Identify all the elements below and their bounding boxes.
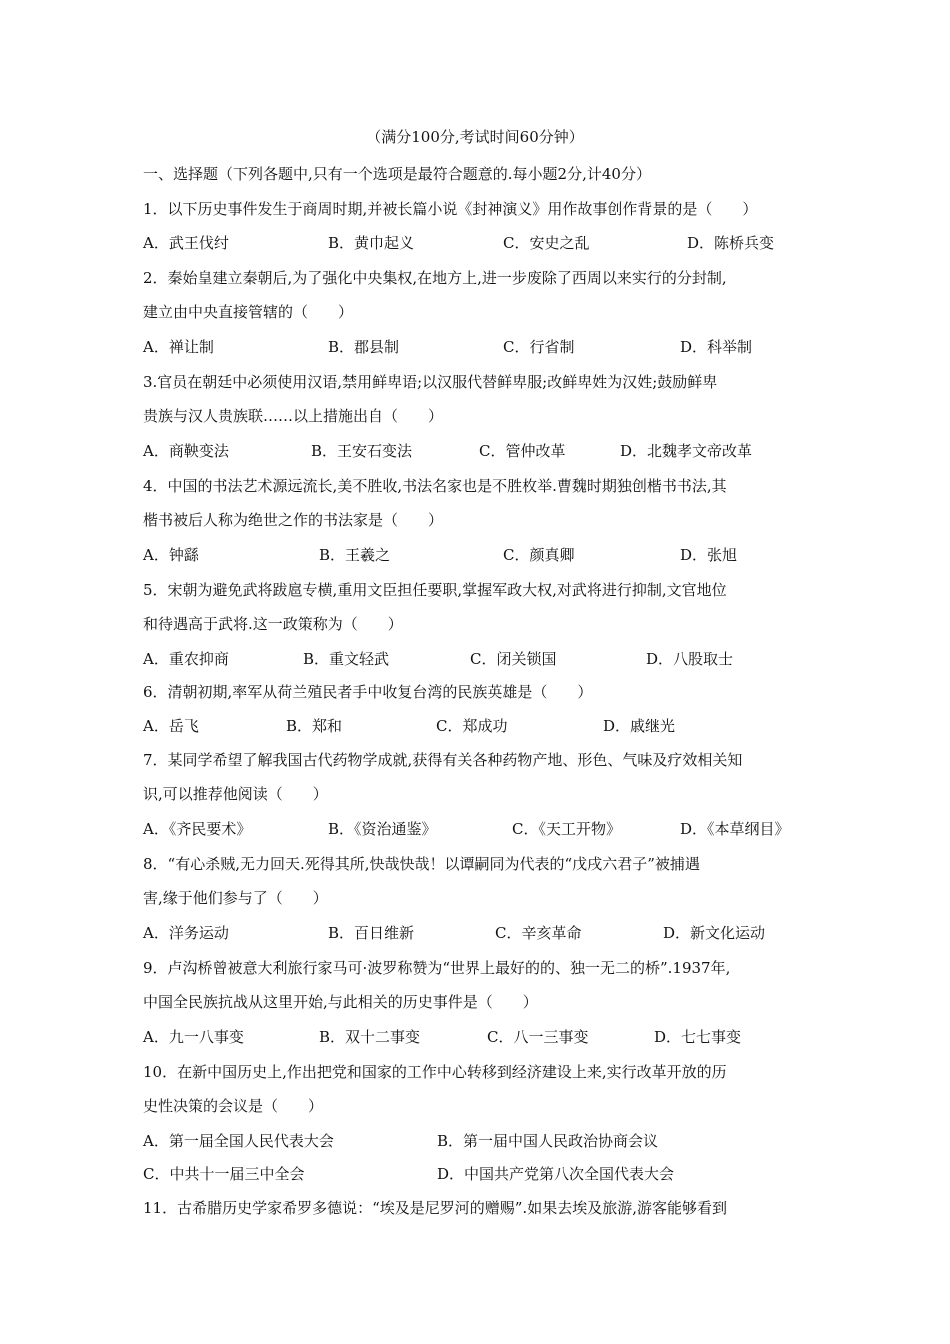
question-text: 8．“有心杀贼,无力回天.死得其所,快哉快哉！以谭嗣同为代表的“戊戌六君子”被捕遇 <box>143 855 700 873</box>
option-a[interactable]: A．钟繇 <box>143 546 199 564</box>
option-d[interactable]: D．七七事变 <box>654 1028 742 1046</box>
question-text: 11．古希腊历史学家希罗多德说：“埃及是尼罗河的赠赐”.如果去埃及旅游,游客能够看到 <box>143 1199 727 1217</box>
option-a[interactable]: A．第一届全国人民代表大会 <box>143 1132 334 1150</box>
option-row <box>143 923 843 943</box>
question-text: 中国全民族抗战从这里开始,与此相关的历史事件是（ ） <box>143 993 538 1011</box>
option-c[interactable]: C．行省制 <box>503 338 575 356</box>
option-d[interactable]: D．戚继光 <box>603 717 676 735</box>
question-text: 9．卢沟桥曾被意大利旅行家马可·波罗称赞为“世界上最好的的、独一无二的桥”.1937年, <box>143 959 731 977</box>
option-d[interactable]: D．北魏孝文帝改革 <box>620 442 753 460</box>
question-text: 识,可以推荐他阅读（ ） <box>143 785 328 803</box>
option-a[interactable]: A．洋务运动 <box>143 924 229 942</box>
option-b[interactable]: B．郑和 <box>286 717 343 735</box>
exam-header: （满分100分,考试时间60分钟） <box>366 128 584 146</box>
question-text: 7．某同学希望了解我国古代药物学成就,获得有关各种药物产地、形色、气味及疗效相关知 <box>143 751 743 769</box>
option-d[interactable]: D．八股取士 <box>646 650 734 668</box>
option-a[interactable]: A．商鞅变法 <box>143 442 229 460</box>
option-c[interactable]: C．辛亥革命 <box>495 924 582 942</box>
option-a[interactable]: A．武王伐纣 <box>143 234 229 252</box>
question-text: 6．清朝初期,率军从荷兰殖民者手中收复台湾的民族英雄是（ ） <box>143 683 593 701</box>
question-text: 和待遇高于武将.这一政策称为（ ） <box>143 615 403 633</box>
option-row <box>143 819 843 839</box>
option-c[interactable]: C．闭关锁国 <box>470 650 557 668</box>
option-a[interactable]: A．禅让制 <box>143 338 214 356</box>
question-text: 害,缘于他们参与了（ ） <box>143 889 328 907</box>
option-row <box>143 1027 843 1047</box>
option-d[interactable]: D．中国共产党第八次全国代表大会 <box>437 1165 675 1183</box>
option-b[interactable]: B．重文轻武 <box>303 650 390 668</box>
option-row <box>143 441 843 461</box>
option-d[interactable]: D．《本草纲目》 <box>680 820 790 838</box>
option-c[interactable]: C．郑成功 <box>436 717 508 735</box>
question-text: 2．秦始皇建立秦朝后,为了强化中央集权,在地方上,进一步废除了西周以来实行的分封制, <box>143 269 727 287</box>
question-text: 4．中国的书法艺术源远流长,美不胜收,书法名家也是不胜枚举.曹魏时期独创楷书书法,其 <box>143 477 727 495</box>
option-b[interactable]: B．第一届中国人民政治协商会议 <box>437 1132 659 1150</box>
question-text: 史性决策的会议是（ ） <box>143 1097 324 1115</box>
option-c[interactable]: C．安史之乱 <box>503 234 590 252</box>
option-b[interactable]: B．郡县制 <box>328 338 400 356</box>
option-b[interactable]: B．百日维新 <box>328 924 415 942</box>
option-b[interactable]: B．黄巾起义 <box>328 234 415 252</box>
option-c[interactable]: C．八一三事变 <box>487 1028 589 1046</box>
question-text: 10．在新中国历史上,作出把党和国家的工作中心转移到经济建设上来,实行改革开放的历 <box>143 1063 727 1081</box>
question-text: 5．宋朝为避免武将跋扈专横,重用文臣担任要职,掌握军政大权,对武将进行抑制,文官地位 <box>143 581 727 599</box>
option-c[interactable]: C．《天工开物》 <box>512 820 621 838</box>
option-row <box>143 649 843 669</box>
option-d[interactable]: D．科举制 <box>680 338 753 356</box>
section-title: 一、选择题（下列各题中,只有一个选项是最符合题意的.每小题2分,计40分） <box>143 165 651 183</box>
option-row <box>143 1131 843 1151</box>
option-c[interactable]: C．颜真卿 <box>503 546 575 564</box>
option-d[interactable]: D．陈桥兵变 <box>687 234 775 252</box>
option-b[interactable]: B．双十二事变 <box>319 1028 421 1046</box>
option-b[interactable]: B．王安石变法 <box>311 442 413 460</box>
option-row <box>143 337 843 357</box>
question-text: 1．以下历史事件发生于商周时期,并被长篇小说《封神演义》用作故事创作背景的是（ ） <box>143 200 758 218</box>
option-b[interactable]: B．王羲之 <box>319 546 391 564</box>
question-text: 楷书被后人称为绝世之作的书法家是（ ） <box>143 511 444 529</box>
option-row <box>143 1164 843 1184</box>
option-a[interactable]: A．岳飞 <box>143 717 199 735</box>
option-d[interactable]: D．新文化运动 <box>663 924 766 942</box>
option-row <box>143 233 843 253</box>
option-row <box>143 545 843 565</box>
option-c[interactable]: C．中共十一届三中全会 <box>143 1165 305 1183</box>
option-a[interactable]: A．《齐民要术》 <box>143 820 252 838</box>
question-text: 贵族与汉人贵族联……以上措施出自（ ） <box>143 407 444 425</box>
option-c[interactable]: C．管仲改革 <box>479 442 566 460</box>
option-d[interactable]: D．张旭 <box>680 546 738 564</box>
option-a[interactable]: A．重农抑商 <box>143 650 229 668</box>
question-text: 3.官员在朝廷中必须使用汉语,禁用鲜卑语;以汉服代替鲜卑服;改鲜卑姓为汉姓;鼓励鲜卑 <box>143 373 718 391</box>
option-a[interactable]: A．九一八事变 <box>143 1028 244 1046</box>
option-b[interactable]: B．《资治通鉴》 <box>328 820 437 838</box>
option-row <box>143 716 843 736</box>
question-text: 建立由中央直接管辖的（ ） <box>143 303 354 321</box>
